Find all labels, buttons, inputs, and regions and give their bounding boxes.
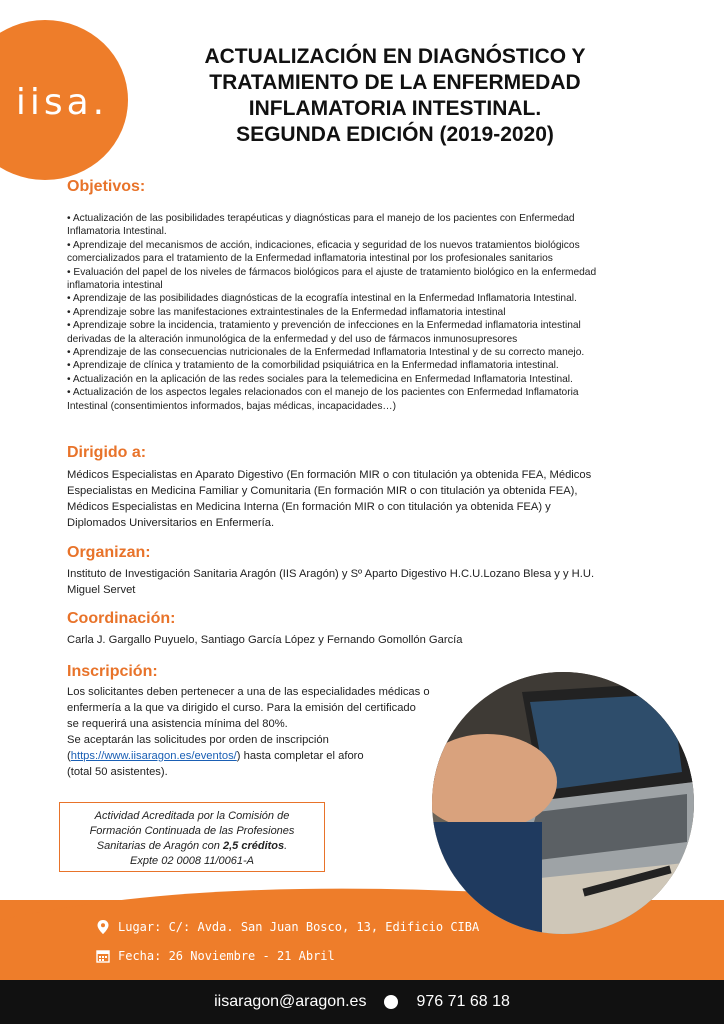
title-line-4: SEGUNDA EDICIÓN (2019-2020): [236, 123, 554, 146]
dirigido-heading: Dirigido a:: [67, 444, 147, 461]
eventos-link[interactable]: https://www.iisaragon.es/eventos/: [70, 750, 237, 762]
accred-prefix: Sanitarias de Aragón con: [96, 840, 223, 852]
inscripcion-line: enfermería a la que va dirigido el curso. Para la emisión del certificado: [67, 702, 416, 714]
calendar-icon: [96, 949, 110, 963]
link-suffix: ) hasta completar el aforo: [236, 750, 364, 762]
dirigido-text: [67, 467, 591, 531]
laptop-illustration: [432, 672, 694, 934]
inscripcion-heading: Inscripción:: [67, 663, 158, 680]
accred-line-4: Expte 02 0008 11/0061-A: [130, 855, 254, 867]
objetivo-line: Inflamatoria Intestinal.: [67, 226, 167, 238]
objetivos-heading: Objetivos:: [67, 178, 146, 195]
page-title: [170, 44, 620, 148]
coordinacion-heading: Coordinación:: [67, 610, 176, 627]
objetivo-line: • Actualización en la aplicación de las redes sociales para la telemedicina en Enfermedad Inflamatoria Intestinal.: [67, 373, 573, 385]
separator-dot-icon: [384, 995, 398, 1009]
objetivo-line: • Evaluación del papel de los niveles de fármacos biológicos para el ajuste de tratamiento biológico en la enfermedad: [67, 266, 597, 278]
link-prefix: (: [67, 750, 71, 762]
inscripcion-text: [67, 684, 467, 780]
footer-lugar: [96, 920, 479, 934]
title-line-2: TRATAMIENTO DE LA ENFERMEDAD: [209, 71, 581, 94]
logo-text: iisa.: [15, 81, 109, 123]
accred-credits: 2,5 créditos: [222, 840, 285, 852]
organizan-text: [67, 566, 594, 598]
objetivos-list: [67, 212, 657, 413]
inscripcion-line: (total 50 asistentes).: [67, 766, 168, 778]
accred-line-3: [60, 839, 324, 854]
objetivo-line: • Aprendizaje de las consecuencias nutricionales de la Enfermedad Inflamatoria Intestinal y de su correcto manejo.: [67, 347, 585, 359]
title-line-1: ACTUALIZACIÓN EN DIAGNÓSTICO Y: [204, 45, 586, 68]
laptop-photo: [432, 672, 694, 934]
inscripcion-line: Los solicitantes deben pertenecer a una de las especialidades médicas o: [67, 686, 430, 698]
accreditation-box: [59, 802, 325, 872]
location-pin-icon: [96, 920, 110, 934]
inscripcion-link-line: [67, 748, 467, 764]
title-line-3: INFLAMATORIA INTESTINAL.: [248, 97, 542, 120]
inscripcion-line: Se aceptarán las solicitudes por orden de inscripción: [67, 734, 329, 746]
objetivo-line: • Aprendizaje sobre la incidencia, tratamiento y prevención de infecciones en la Enfermedad inflamatoria intestinal: [67, 320, 581, 332]
objetivo-line: comercializados para el tratamiento de la Enfermedad inflamatoria intestinal por los profesionales sanitarios: [67, 253, 553, 265]
inscripcion-line: se requerirá una asistencia mínima del 80%.: [67, 718, 288, 730]
organizan-line: Miguel Servet: [67, 584, 136, 596]
organizan-line: Instituto de Investigación Sanitaria Aragón (IIS Aragón) y Sº Aparto Digestivo H.C.U.Lozano Blesa y y H.U.: [67, 568, 595, 580]
objetivo-line: derivadas de la alteración inmunológica de la enfermedad y del uso de fármacos inmunosupresores: [67, 333, 518, 345]
contact-phone[interactable]: 976 71 68 18: [416, 993, 510, 1010]
contact-bar: [0, 980, 724, 1024]
accred-suffix: .: [284, 840, 288, 852]
dirigido-line: Especialistas en Medicina Familiar y Comunitaria (En formación MIR o con titulación ya obtenida FEA),: [67, 485, 578, 497]
objetivo-line: • Actualización de las posibilidades terapéuticas y diagnósticas para el manejo de los pacientes con Enfermedad: [67, 213, 575, 224]
dirigido-line: Diplomados Universitarios en Enfermería.: [67, 517, 275, 529]
objetivo-line: • Aprendizaje de clínica y tratamiento de la comorbilidad psiquiátrica en la Enfermedad inflamatoria intestinal.: [67, 360, 559, 372]
contact-email[interactable]: iisaragon@aragon.es: [214, 993, 367, 1010]
dirigido-line: Médicos Especialistas en Medicina Interna (En formación MIR o con titulación ya obtenida FEA) y: [67, 501, 551, 513]
dirigido-line: Médicos Especialistas en Aparato Digestivo (En formación MIR o con titulación ya obtenida FEA, Médicos: [67, 469, 592, 481]
accred-line-2: Formación Continuada de las Profesiones: [89, 825, 295, 837]
logo-circle: [0, 20, 128, 180]
objetivo-line: Intestinal (consentimientos informados, bajas médicas, incapacidades…): [67, 400, 396, 412]
objetivo-line: • Aprendizaje de las posibilidades diagnósticas de la ecografía intestinal en la Enfermedad Inflamatoria Intestinal.: [67, 293, 577, 305]
objetivo-line: • Aprendizaje del mecanismos de acción, indicaciones, eficacia y seguridad de los nuevos tratamientos biológicos: [67, 239, 580, 251]
objetivo-line: • Aprendizaje sobre las manifestaciones extraintestinales de la Enfermedad inflamatoria intestinal: [67, 306, 506, 318]
objetivo-line: • Actualización de los aspectos legales relacionados con el manejo de los pacientes con Enfermedad Inflamatoria: [67, 387, 579, 399]
accred-line-1: Actividad Acreditada por la Comisión de: [94, 810, 290, 822]
fecha-text: Fecha: 26 Noviembre - 21 Abril: [118, 949, 335, 963]
objetivo-line: inflamatoria intestinal: [67, 280, 163, 292]
footer-fecha: [96, 949, 335, 963]
coordinacion-text: Carla J. Gargallo Puyuelo, Santiago García López y Fernando Gomollón García: [67, 634, 463, 646]
lugar-text: Lugar: C/: Avda. San Juan Bosco, 13, Edificio CIBA: [118, 920, 480, 934]
organizan-heading: Organizan:: [67, 544, 151, 561]
